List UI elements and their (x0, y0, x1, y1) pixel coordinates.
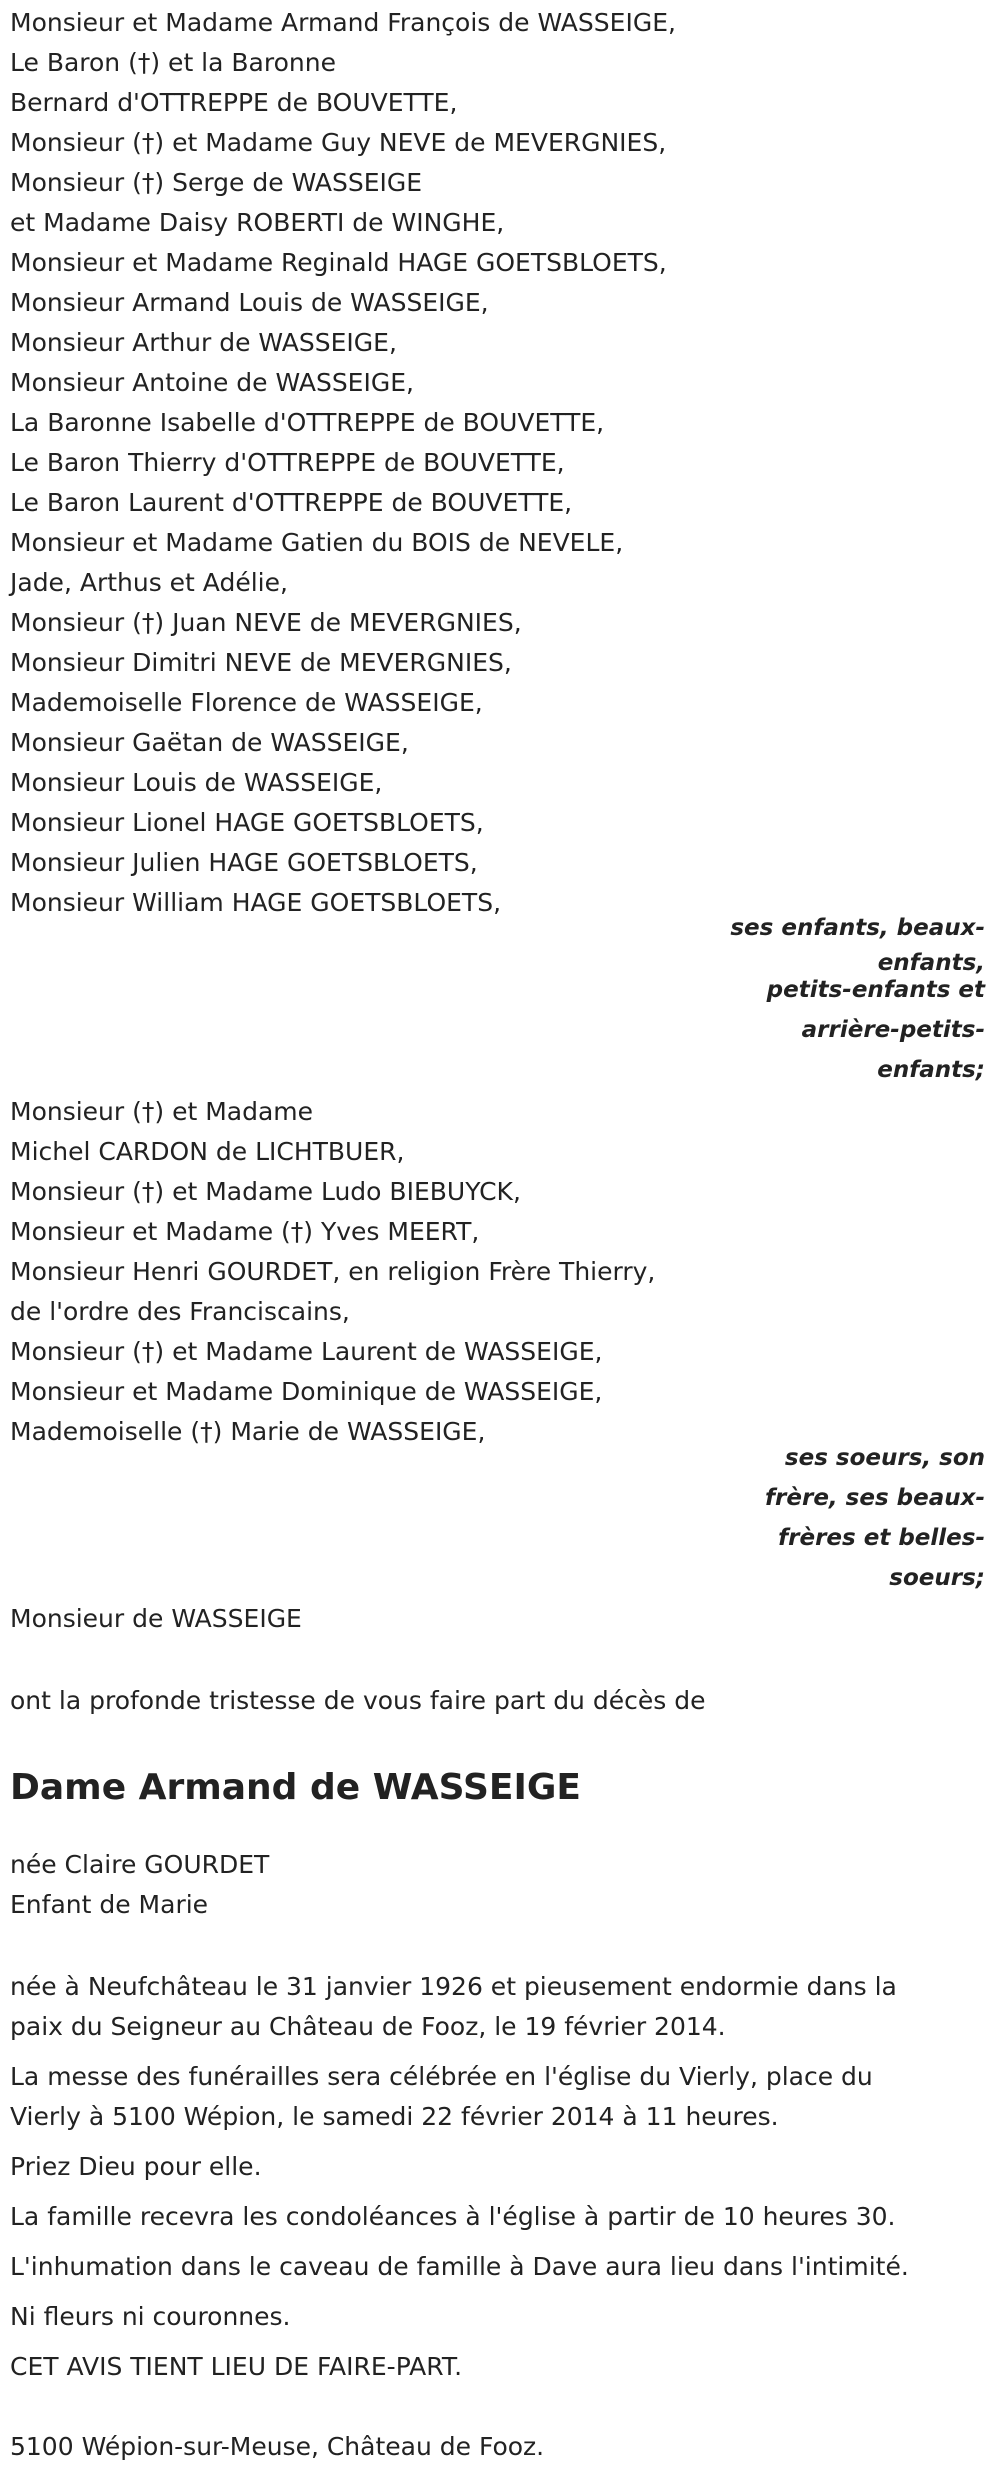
family-member-line: Jade, Arthus et Adélie, (10, 568, 288, 597)
family-member-line: Monsieur Gaëtan de WASSEIGE, (10, 728, 409, 757)
family-member-line: Monsieur (†) et Madame Ludo BIEBUYCK, (10, 1177, 521, 1206)
detail-line: née à Neufchâteau le 31 janvier 1926 et pieusement endormie dans la (10, 1972, 897, 2001)
family-member-line: Monsieur Henri GOURDET, en religion Frère Thierry, (10, 1257, 656, 1286)
detail-line: Vierly à 5100 Wépion, le samedi 22 février 2014 à 11 heures. (10, 2102, 779, 2131)
detail-line: Ni fleurs ni couronnes. (10, 2302, 291, 2331)
family-member-line: Monsieur (†) et Madame Guy NEVE de MEVERGNIES, (10, 128, 667, 157)
family-member-line: Monsieur (†) et Madame (10, 1097, 314, 1126)
family-member-line: Michel CARDON de LICHTBUER, (10, 1137, 405, 1166)
family-member-line: et Madame Daisy ROBERTI de WINGHE, (10, 208, 505, 237)
family-member-line: Bernard d'OTTREPPE de BOUVETTE, (10, 88, 458, 117)
family-member-line: Monsieur et Madame Gatien du BOIS de NEVELE, (10, 528, 624, 557)
relation-line: arrière-petits- (801, 1017, 985, 1043)
family-member-line: Monsieur (†) Serge de WASSEIGE (10, 168, 423, 197)
relation-line: ses soeurs, son (784, 1445, 985, 1471)
detail-line: La famille recevra les condoléances à l'église à partir de 10 heures 30. (10, 2202, 896, 2231)
deceased-info-line: née Claire GOURDET (10, 1850, 270, 1879)
family-member-line: Monsieur Louis de WASSEIGE, (10, 768, 383, 797)
spouse-line: Monsieur de WASSEIGE (10, 1604, 302, 1633)
relation-line: enfants; (877, 1057, 985, 1083)
relation-line: soeurs; (889, 1565, 985, 1591)
family-member-line: Monsieur Lionel HAGE GOETSBLOETS, (10, 808, 484, 837)
family-member-line: Le Baron (†) et la Baronne (10, 48, 336, 77)
family-member-line: Monsieur Armand Louis de WASSEIGE, (10, 288, 489, 317)
family-member-line: Monsieur et Madame Dominique de WASSEIGE, (10, 1377, 603, 1406)
family-member-line: Monsieur Antoine de WASSEIGE, (10, 368, 414, 397)
family-member-line: Mademoiselle Florence de WASSEIGE, (10, 688, 483, 717)
family-member-line: Monsieur et Madame Reginald HAGE GOETSBLOETS, (10, 248, 667, 277)
family-member-line: Monsieur Arthur de WASSEIGE, (10, 328, 397, 357)
relation-line: enfants, (877, 950, 985, 976)
family-member-line: Monsieur Dimitri NEVE de MEVERGNIES, (10, 648, 512, 677)
family-member-line: Monsieur et Madame Armand François de WASSEIGE, (10, 8, 676, 37)
deceased-name: Dame Armand de WASSEIGE (10, 1767, 582, 1808)
detail-line: L'inhumation dans le caveau de famille à Dave aura lieu dans l'intimité. (10, 2252, 909, 2281)
relation-line: frère, ses beaux- (765, 1485, 985, 1511)
family-member-line: La Baronne Isabelle d'OTTREPPE de BOUVETTE, (10, 408, 605, 437)
address-line: 5100 Wépion-sur-Meuse, Château de Fooz. (10, 2432, 545, 2461)
detail-line: La messe des funérailles sera célébrée en l'église du Vierly, place du (10, 2062, 873, 2091)
family-member-line: Monsieur (†) et Madame Laurent de WASSEIGE, (10, 1337, 603, 1366)
announcement-text: ont la profonde tristesse de vous faire part du décès de (10, 1686, 706, 1715)
detail-line: Priez Dieu pour elle. (10, 2152, 262, 2181)
detail-line: CET AVIS TIENT LIEU DE FAIRE-PART. (10, 2352, 463, 2381)
family-member-line: Mademoiselle (†) Marie de WASSEIGE, (10, 1417, 486, 1446)
family-member-line: Monsieur et Madame (†) Yves MEERT, (10, 1217, 480, 1246)
family-member-line: Monsieur William HAGE GOETSBLOETS, (10, 888, 502, 917)
family-member-line: Le Baron Thierry d'OTTREPPE de BOUVETTE, (10, 448, 565, 477)
family-member-line: Monsieur (†) Juan NEVE de MEVERGNIES, (10, 608, 522, 637)
relation-line: petits-enfants et (766, 977, 985, 1003)
family-member-line: Monsieur Julien HAGE GOETSBLOETS, (10, 848, 478, 877)
detail-line: paix du Seigneur au Château de Fooz, le 19 février 2014. (10, 2012, 726, 2041)
deceased-info-line: Enfant de Marie (10, 1890, 209, 1919)
family-member-line: Le Baron Laurent d'OTTREPPE de BOUVETTE, (10, 488, 573, 517)
relation-line: ses enfants, beaux- (730, 915, 985, 941)
relation-line: frères et belles- (778, 1525, 985, 1551)
family-member-line: de l'ordre des Franciscains, (10, 1297, 350, 1326)
